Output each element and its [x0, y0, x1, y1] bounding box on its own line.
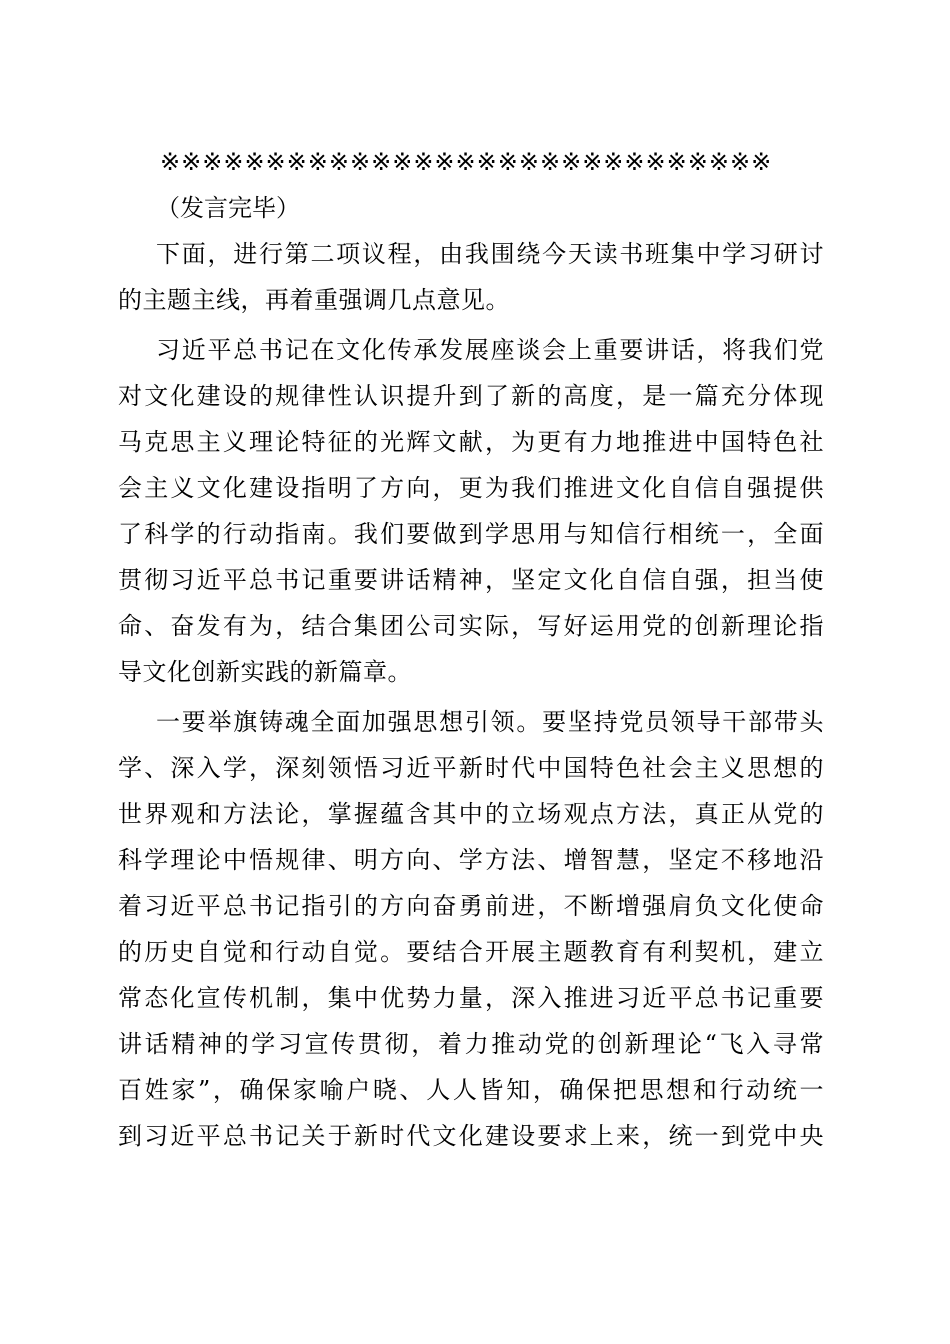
paragraph-line: 命、奋发有为，结合集团公司实际，写好运用党的创新理论指 [118, 612, 824, 640]
paragraph-ideological-guidance [118, 699, 824, 1159]
closing-note: （发言完毕） [156, 194, 300, 222]
paragraph-line: 习近平总书记在文化传承发展座谈会上重要讲话，将我们党 [156, 336, 824, 364]
paragraph-line: 了科学的行动指南。我们要做到学思用与知信行相统一，全面 [118, 520, 824, 548]
paragraph-line: 着习近平总书记指引的方向奋勇前进，不断增强肩负文化使命 [118, 892, 824, 920]
paragraph-agenda [118, 231, 824, 323]
paragraph-line: 到习近平总书记关于新时代文化建设要求上来，统一到党中央 [118, 1122, 824, 1150]
separator-line: ※※※※※※※※※※※※※※※※※※※※※※※※※※※※※ [160, 148, 773, 176]
paragraph-line: 马克思主义理论特征的光辉文献，为更有力地推进中国特色社 [118, 428, 824, 456]
paragraph-line: 导文化创新实践的新篇章。 [118, 658, 412, 686]
paragraph-line: 下面，进行第二项议程，由我围绕今天读书班集中学习研讨 [156, 240, 824, 268]
paragraph-line: 科学理论中悟规律、明方向、学方法、增智慧，坚定不移地沿 [118, 846, 824, 874]
paragraph-line: 世界观和方法论，掌握蕴含其中的立场观点方法，真正从党的 [118, 800, 824, 828]
paragraph-line: 讲话精神的学习宣传贯彻，着力推动党的创新理论“飞入寻常 [118, 1030, 824, 1058]
paragraph-line: 一要举旗铸魂全面加强思想引领。要坚持党员领导干部带头 [156, 708, 824, 736]
paragraph-line: 对文化建设的规律性认识提升到了新的高度，是一篇充分体现 [118, 382, 824, 410]
paragraph-line: 贯彻习近平总书记重要讲话精神，坚定文化自信自强，担当使 [118, 566, 824, 594]
paragraph-line: 百姓家”，确保家喻户晓、人人皆知，确保把思想和行动统一 [118, 1076, 824, 1104]
paragraph-line: 会主义文化建设指明了方向，更为我们推进文化自信自强提供 [118, 474, 824, 502]
document-body [118, 139, 824, 1163]
paragraph-line: 的主题主线，再着重强调几点意见。 [118, 286, 510, 314]
paragraph-line: 常态化宣传机制，集中优势力量，深入推进习近平总书记重要 [118, 984, 824, 1012]
paragraph-line: 学、深入学，深刻领悟习近平新时代中国特色社会主义思想的 [118, 754, 824, 782]
paragraph-speech-summary [118, 327, 824, 695]
paragraph-line: 的历史自觉和行动自觉。要结合开展主题教育有利契机，建立 [118, 938, 824, 966]
